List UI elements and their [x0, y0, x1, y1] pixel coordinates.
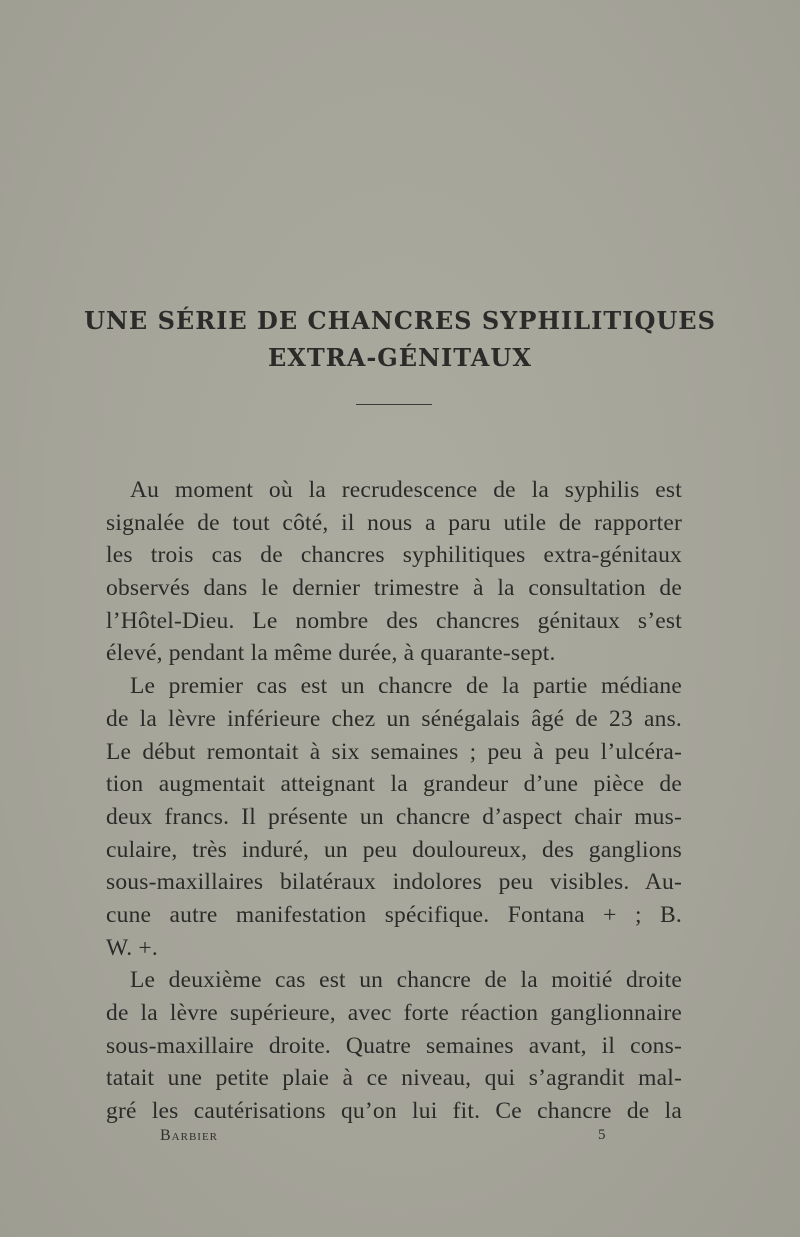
paragraph-1-line-5: l’Hôtel-Dieu. Le nombre des chancres génitaux s’est — [106, 607, 682, 634]
paragraph-3-line-5: gré les cautérisations qu’on lui fit. Ce chancre de la — [106, 1098, 682, 1125]
paragraph-1-line-4: observés dans le dernier trimestre à la consultation de — [106, 575, 682, 602]
footer-signature-mark: 5 — [598, 1127, 606, 1143]
paragraph-3-line-4: tatait une petite plaie à ce niveau, qui s’agrandit mal- — [106, 1065, 682, 1092]
paragraph-2-line-3: Le début remontait à six semaines ; peu à peu l’ulcéra- — [106, 738, 682, 765]
paragraph-3-line-3: sous-maxillaire droite. Quatre semaines avant, il cons- — [106, 1032, 682, 1059]
title-separator-rule — [356, 404, 432, 405]
paragraph-2-line-1: Le premier cas est un chancre de la partie médiane — [130, 673, 682, 700]
paragraph-1-line-6: élevé, pendant la même durée, à quarante-sept. — [106, 640, 556, 667]
paragraph-2-line-4: tion augmentait atteignant la grandeur d’une pièce de — [106, 771, 682, 798]
paragraph-2-line-6: culaire, très induré, un peu douloureux, des ganglions — [106, 836, 682, 863]
paragraph-2-line-8: cune autre manifestation spécifique. Fontana + ; B. — [106, 901, 682, 928]
paragraph-1-line-3: les trois cas de chancres syphilitiques extra-génitaux — [106, 542, 682, 569]
paragraph-2-line-7: sous-maxillaires bilatéraux indolores peu visibles. Au- — [106, 869, 682, 896]
paragraph-2-line-9: W. +. — [106, 934, 158, 961]
paragraph-1-line-1: Au moment où la recrudescence de la syphilis est — [130, 477, 682, 503]
paragraph-2-line-2: de la lèvre inférieure chez un sénégalais âgé de 23 ans. — [106, 705, 682, 732]
footer-author: Barbier — [160, 1127, 219, 1144]
paragraph-1-line-2: signalée de tout côté, il nous a paru utile de rapporter — [106, 509, 682, 536]
paragraph-3-line-1: Le deuxième cas est un chancre de la moitié droite — [130, 967, 682, 994]
paragraph-3-line-2: de la lèvre supérieure, avec forte réaction ganglionnaire — [106, 1000, 682, 1026]
title-line-2: EXTRA-GÉNITAUX — [268, 343, 532, 372]
body-text — [106, 474, 682, 1128]
title-line-1: UNE SÉRIE DE CHANCRES SYPHILITIQUES — [84, 306, 716, 335]
paragraph-2-line-5: deux francs. Il présente un chancre d’aspect chair mus- — [106, 803, 682, 830]
